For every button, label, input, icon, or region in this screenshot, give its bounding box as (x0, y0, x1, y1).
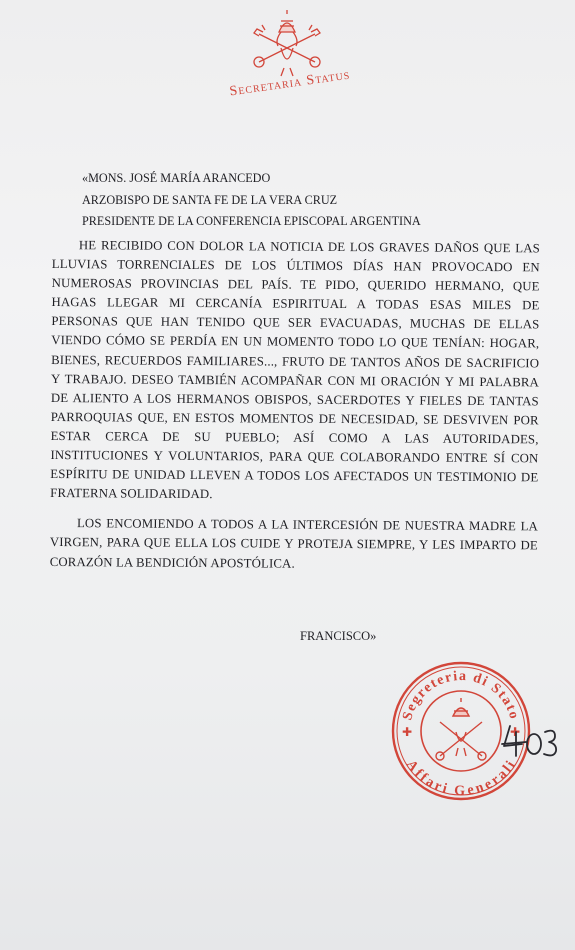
letterhead (0, 10, 575, 105)
handwritten-number (500, 722, 562, 762)
recipient-block (82, 168, 542, 233)
letterhead-office-name: Secretaria Status (228, 67, 352, 100)
letter-body (50, 236, 540, 575)
signature: FRANCISCO» (300, 629, 377, 643)
letter-paragraph: HE RECIBIDO CON DOLOR LA NOTICIA DE LOS GRAVES DAÑOS QUE LAS LLUVIAS TORRENCIALES DE LOS ÚLTIMOS DÍAS HAN PROVOCADO EN NUMEROSAS PROVINCIAS DEL PAÍS. TE PIDO, QUERIDO HERMANO, QUE HAGAS LLEGAR MI CERCANÍA ESPIRITUAL A TODAS ESAS MILES DE PERSONAS QUE HAN TENIDO QUE SER EVACUADAS, MUCHAS DE ELLAS VIENDO CÓMO SE PERDÍA EN UN MOMENTO TODO LO QUE TENÍAN: HOGAR, BIENES, RECUERDOS FAMILIARES..., FRUTO DE TANTOS AÑOS DE SACRIFICIO Y TRABAJO. DESEO TAMBIÉN ACOMPAÑAR CON MI ORACIÓN Y MI PALABRA DE ALIENTO A LOS HERMANOS OBISPOS, SACERDOTES Y FIELES DE TANTAS PARROQUIAS QUE, EN ESTOS MOMENTOS DE NECESIDAD, SE DESVIVEN POR ESTAR CERCA DE SU PUEBLO; ASÍ COMO A LAS AUTORIDADES, INSTITUCIONES Y VOLUNTARIOS, PARA QUE COLABORANDO ENTRE SÍ CON ESPÍRITU DE UNIDAD LLEVEN A TODOS LOS AFECTADOS UN TESTIMONIO DE FRATERNA SOLIDARIDAD. (50, 238, 540, 502)
papal-coat-of-arms-icon (245, 10, 330, 80)
svg-text:✚: ✚ (510, 725, 521, 739)
stamp-text-bottom: Affari Generali (402, 757, 520, 799)
svg-text:✚: ✚ (402, 725, 413, 739)
recipient-line: PRESIDENTE DE LA CONFERENCIA EPISCOPAL ARGENTINA (82, 214, 421, 228)
letter-paragraph: LOS ENCOMIENDO A TODOS A LA INTERCESIÓN DE NUESTRA MADRE LA VIRGEN, PARA QUE ELLA LOS CUIDE Y PROTEJA SIEMPRE, Y LES IMPARTO DE CORAZÓN LA BENDICIÓN APOSTÓLICA. (49, 516, 539, 571)
recipient-line: «MONS. JOSÉ MARÍA ARANCEDO (82, 171, 271, 185)
stamp-text-top: Segreteria di Stato (400, 668, 522, 722)
recipient-line: ARZOBISPO DE SANTA FE DE LA VERA CRUZ (82, 192, 338, 207)
